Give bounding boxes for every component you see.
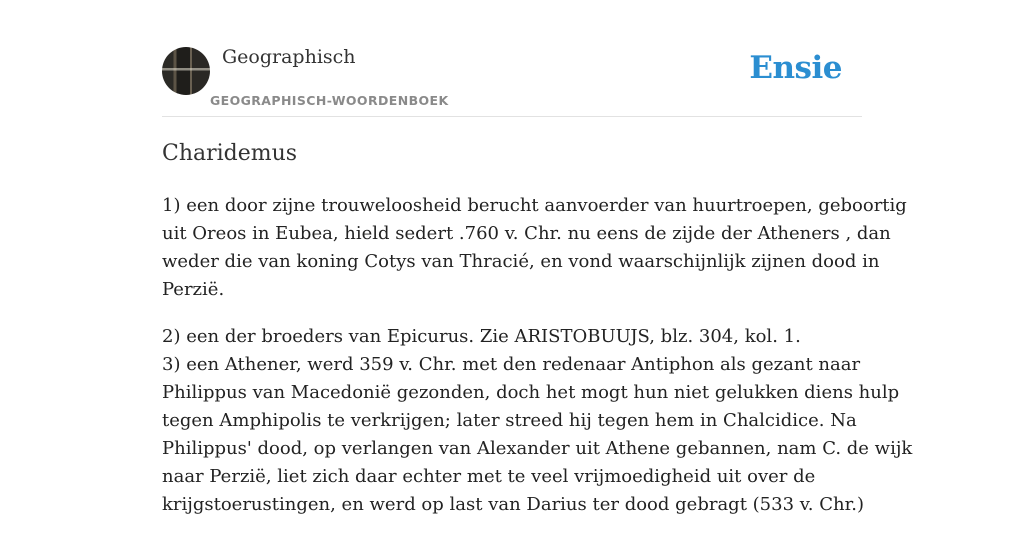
text-line: 3) een Athener, werd 359 v. Chr. met den redenaar Antiphon als gezant naar (162, 354, 861, 375)
text-line: naar Perzië, liet zich daar echter met te veel vrijmoedigheid uit over de (162, 466, 816, 487)
source-title[interactable]: Geographisch (222, 46, 356, 68)
entry-title: Charidemus (162, 141, 298, 166)
text-line: uit Oreos in Eubea, hield sedert .760 v. Chr. nu eens de zijde der Atheners , dan (162, 223, 891, 244)
text-line: 2) een der broeders van Epicurus. Zie ARISTOBUUJS, blz. 304, kol. 1. (162, 326, 801, 347)
text-line: 1) een door zijne trouweloosheid berucht aanvoerder van huurtroepen, geboortig (162, 195, 907, 216)
text-line: Philippus van Macedonië gezonden, doch het mogt hun niet gelukken diens hulp (162, 382, 900, 403)
text-line: Perzië. (162, 279, 225, 300)
text-line: Philippus' dood, op verlangen van Alexander uit Athene gebannen, nam C. de wijk (162, 438, 913, 459)
source-avatar[interactable] (162, 47, 210, 95)
paragraph (162, 192, 907, 304)
source-header (162, 0, 862, 117)
text-line: weder die van koning Cotys van Thracié, en vond waarschijnlijk zijnen dood in (162, 251, 880, 272)
entry-body (162, 192, 913, 538)
page-container (162, 0, 913, 515)
source-subtitle[interactable]: GEOGRAPHISCH-WOORDENBOEK (210, 93, 449, 108)
ensie-logo[interactable]: Ensie (749, 50, 842, 86)
text-line: tegen Amphipolis te verkrijgen; later streed hij tegen hem in Chalcidice. Na (162, 410, 857, 431)
text-line: krijgstoerustingen, en werd op last van Darius ter dood gebragt (533 v. Chr.) (162, 494, 864, 515)
paragraph (162, 323, 913, 519)
